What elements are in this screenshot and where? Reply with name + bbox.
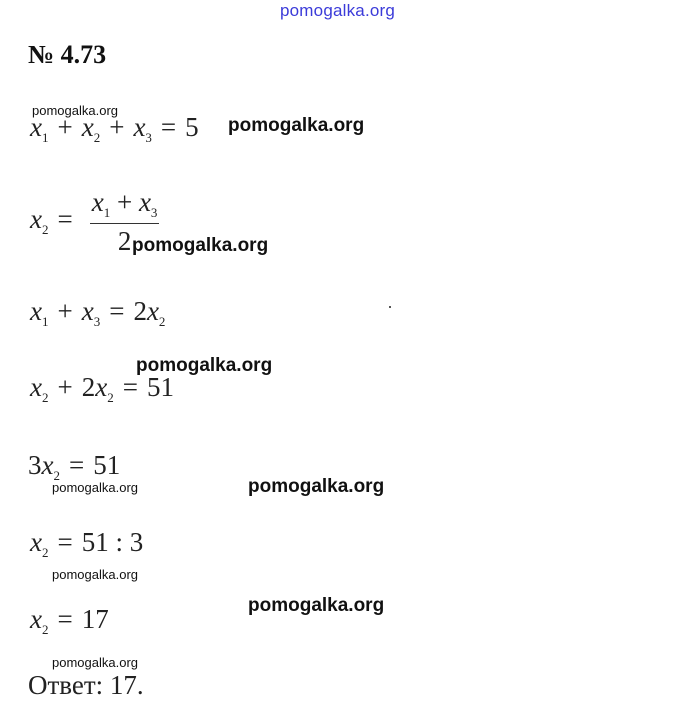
equation-combined: $3x_2 = 51$: [28, 450, 121, 483]
watermark-large: pomogalka.org: [228, 115, 365, 136]
watermark-large: pomogalka.org: [136, 355, 273, 376]
task-number: № 4.73: [28, 40, 107, 69]
equation-substitute: $x_2 + 2x_2 = 51$: [30, 372, 174, 405]
watermark-large: pomogalka.org: [248, 476, 385, 497]
watermark-small: pomogalka.org: [52, 480, 138, 495]
equation-fraction: $x_2$ = $\frac{x_1 + x_3}{2}$: [30, 187, 158, 256]
equation-sum-rhs: 5: [185, 112, 199, 142]
equation-double-coef: 2: [133, 296, 147, 326]
stray-dot: [389, 306, 391, 308]
watermark-small: pomogalka.org: [32, 103, 118, 118]
equation-result: $x_2 = 17$: [30, 604, 109, 637]
equation-combined-coef: 3: [28, 450, 42, 480]
equation-division: $x_2 = 51$ : 3: [30, 527, 144, 560]
fraction-denominator: 2: [117, 226, 132, 256]
equation-division-rhs: 51 : 3: [81, 527, 144, 557]
equation-substitute-rhs: 51: [146, 372, 174, 402]
equation-result-rhs: 17: [81, 604, 109, 634]
equation-substitute-coef: 2: [81, 372, 96, 402]
equation-double: $x_1 + x_3 = 2x_2$: [30, 296, 166, 329]
answer: Ответ: 17.: [28, 670, 144, 700]
watermark-small: pomogalka.org: [52, 655, 138, 670]
fraction-numerator: $x_1 + x_3$: [90, 187, 160, 224]
equation-combined-rhs: 51: [93, 450, 121, 480]
watermark-small: pomogalka.org: [52, 567, 138, 582]
watermark-large: pomogalka.org: [132, 235, 269, 256]
equation-sum: $x_1 + x_2 + x_3 = 5$: [30, 112, 199, 145]
watermark-top: pomogalka.org: [280, 1, 396, 20]
watermark-large: pomogalka.org: [248, 595, 385, 616]
